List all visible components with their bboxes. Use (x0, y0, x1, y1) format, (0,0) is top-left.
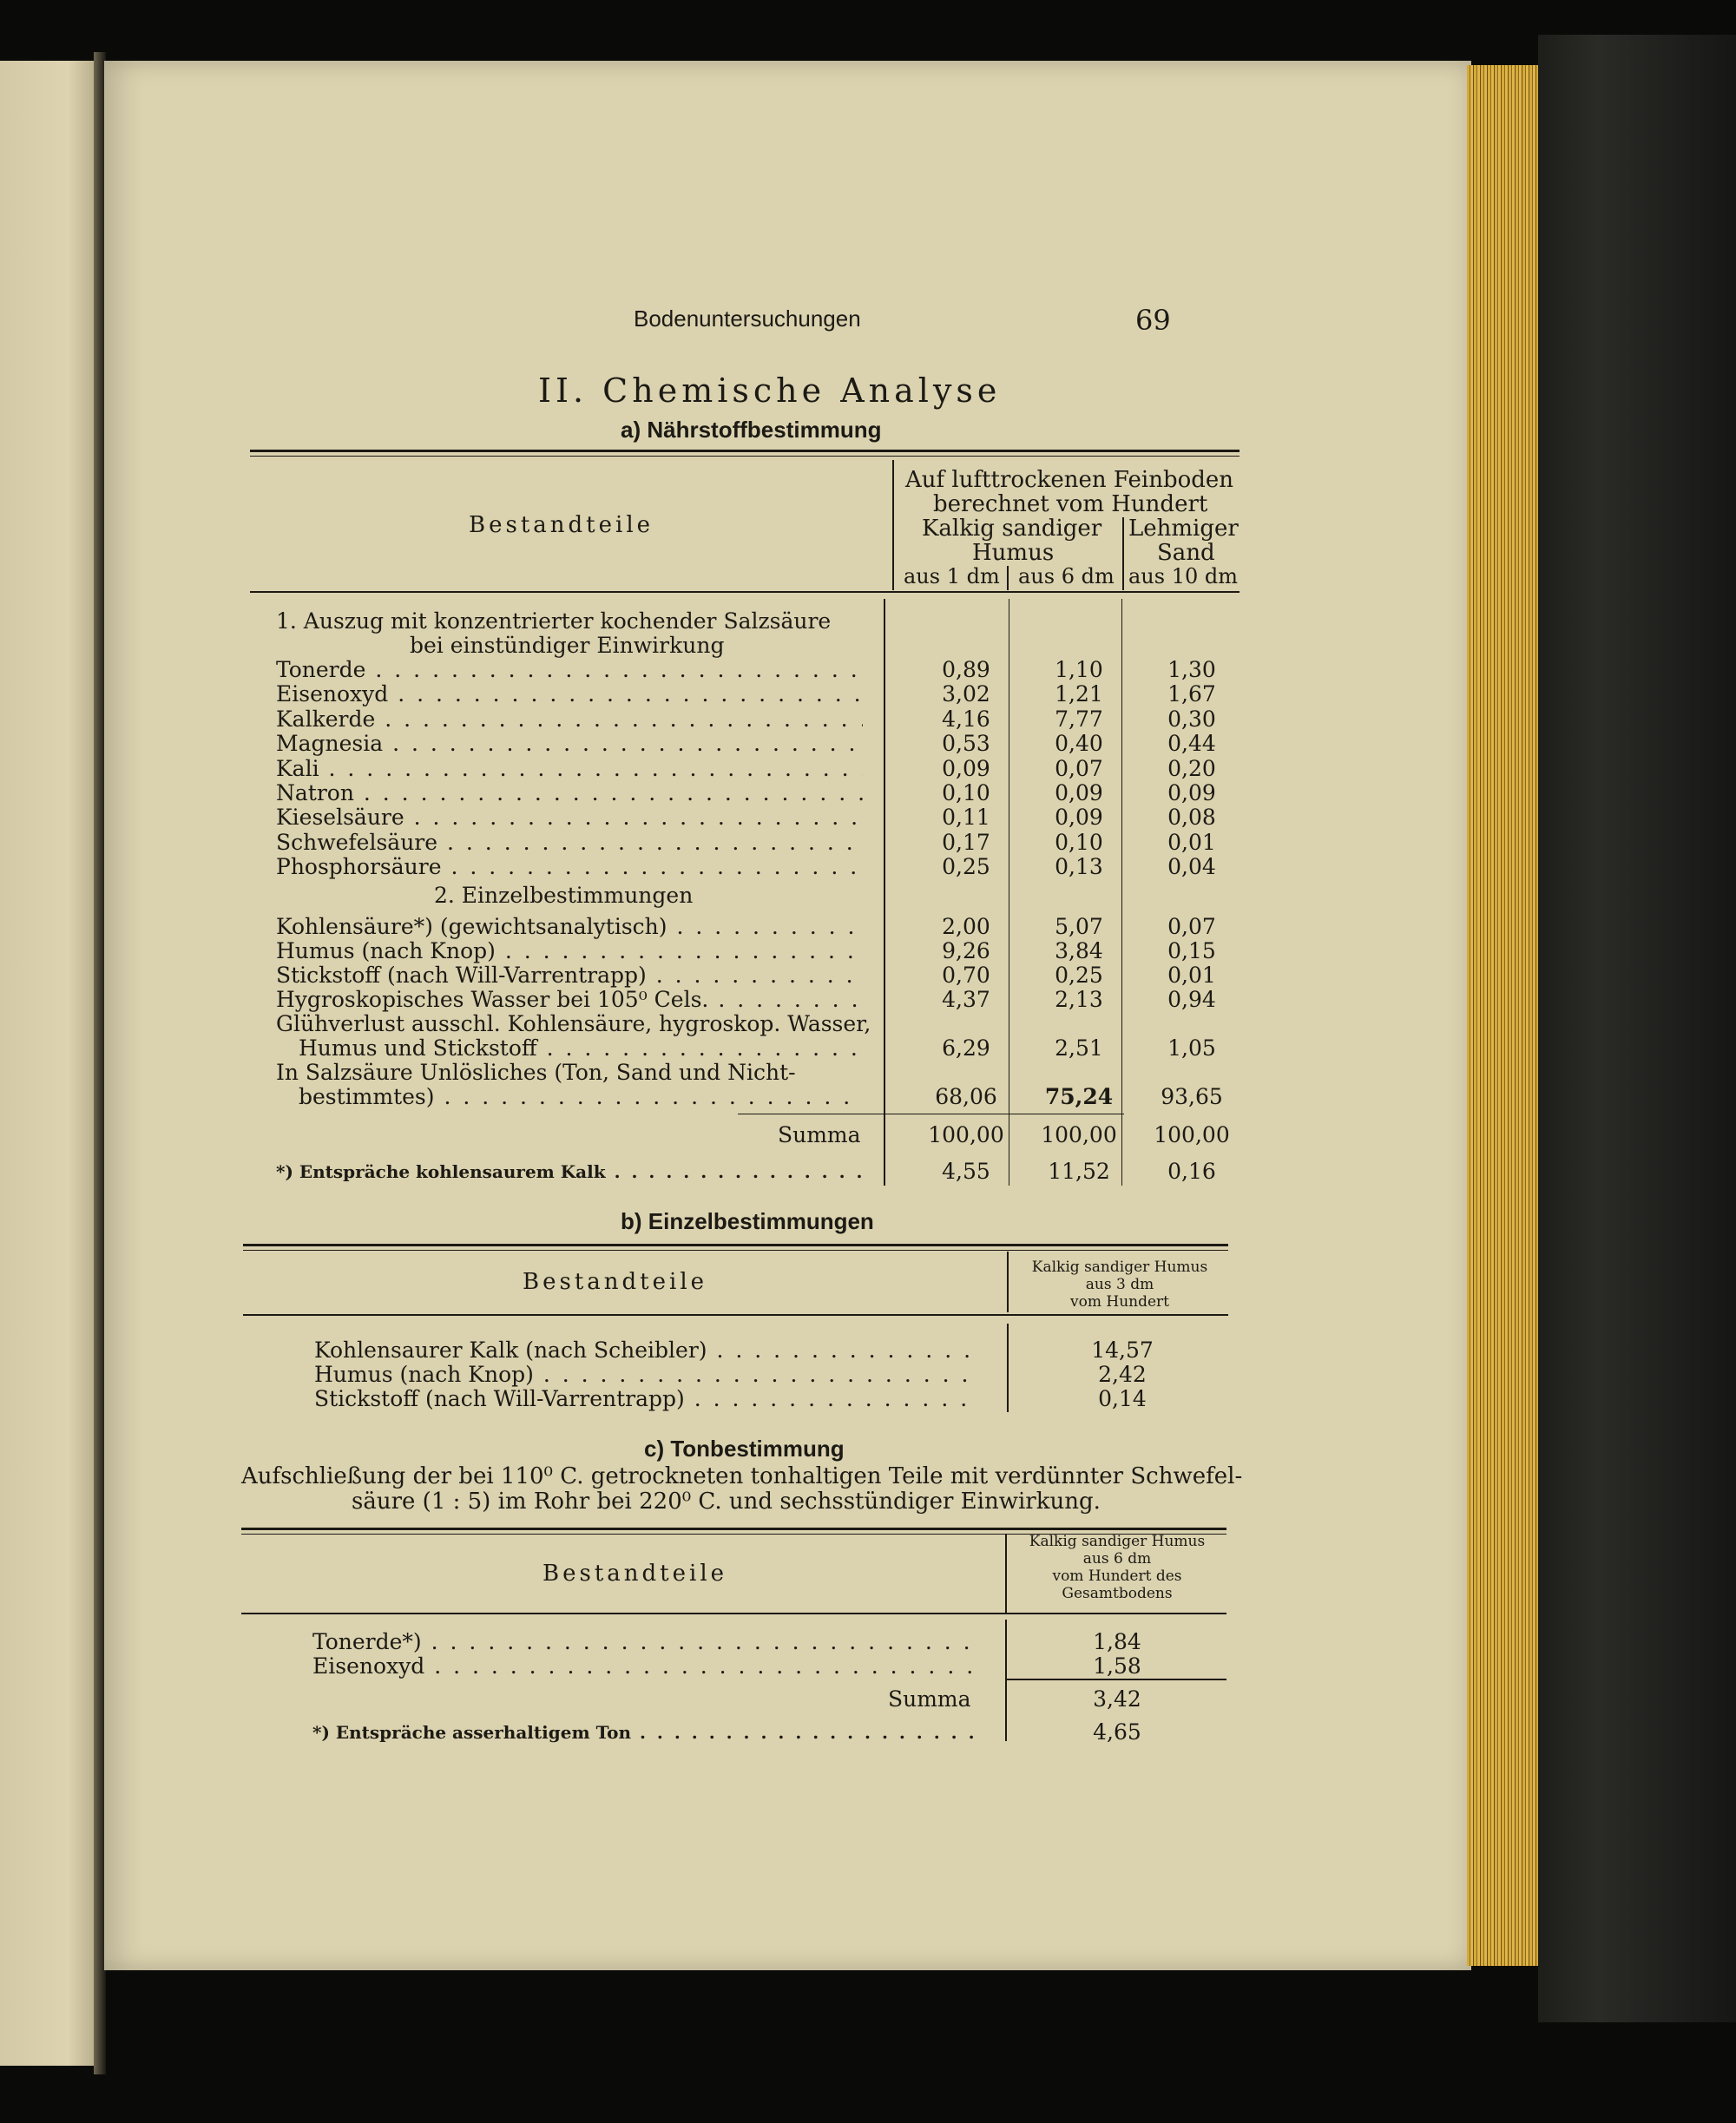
table-c-col-header (1009, 1533, 1226, 1602)
footnote-v1: 4,55 (942, 1159, 990, 1184)
row-value: 1,30 (1167, 657, 1216, 682)
row-value: 0,09 (1167, 780, 1216, 805)
row-value: 0,07 (1167, 914, 1216, 939)
table-b-col-header (1011, 1259, 1228, 1311)
col-rule (1007, 1324, 1009, 1412)
section-title: II. Chemische Analyse (538, 371, 1002, 410)
page-number: 69 (1135, 304, 1171, 337)
book-cover (1538, 35, 1736, 2022)
row-label: Stickstoff (nach Will-Varrentrapp) . . . (314, 1387, 974, 1411)
table-b-col-line1: Kalkig sandiger Humus (1031, 1259, 1208, 1276)
table-a-top-rule-thin (250, 456, 1240, 457)
table-b-header-rule (243, 1314, 1228, 1316)
page-edges (1467, 65, 1538, 1966)
row-value: 0,01 (1167, 963, 1216, 988)
gluh-line2: Humus und Stickstoff . . . (299, 1036, 863, 1061)
table-c-summa-label: Summa (888, 1686, 971, 1712)
col-rule (1005, 1535, 1007, 1613)
row-value: 14,57 (1091, 1338, 1154, 1363)
row-label: Magnesia . . . (276, 732, 863, 756)
row-value: 0,94 (1167, 987, 1216, 1012)
group2-line1: Lehmiger (1128, 516, 1239, 542)
unl-v3: 93,65 (1161, 1084, 1223, 1109)
table-b-top-rule-thin (243, 1250, 1228, 1251)
facing-page-edge (0, 61, 97, 2066)
table-c-title: c) Tonbestimmung (644, 1436, 845, 1462)
col-rule (892, 460, 894, 590)
sub-col-3: aus 10 dm (1128, 564, 1238, 588)
row-value: 0,14 (1098, 1386, 1147, 1411)
row-label: Kieselsäure . . . (276, 805, 863, 830)
row-value: 2,42 (1098, 1362, 1147, 1387)
table-c-col-line2: aus 6 dm (1082, 1550, 1152, 1568)
row-value: 0,25 (942, 854, 990, 880)
row-label: Humus (nach Knop) . . . (314, 1363, 974, 1387)
group1-line1: Kalkig sandiger (922, 516, 1102, 542)
sub-col-1: aus 1 dm (904, 564, 1000, 588)
gluh-v3: 1,05 (1167, 1035, 1216, 1061)
sub-col-2: aus 6 dm (1018, 564, 1115, 588)
row-value: 1,58 (1093, 1653, 1141, 1679)
running-header-title: Bodenuntersuchungen (634, 306, 861, 332)
row-label: Eisenoxyd . . . (276, 682, 863, 707)
header-line2: berechnet vom Hundert (933, 491, 1208, 517)
row-value: 0,11 (942, 805, 990, 831)
unl-v1: 68,06 (935, 1084, 997, 1109)
table-c-col-line1: Kalkig sandiger Humus (1029, 1533, 1206, 1550)
table-c-col-line4: Gesamtbodens (1062, 1585, 1173, 1602)
row-value: 0,09 (1055, 780, 1103, 805)
row-value: 0,40 (1055, 731, 1103, 757)
row-value: 3,84 (1055, 938, 1103, 963)
row-value: 0,89 (942, 657, 990, 682)
table-c-footnote-value: 4,65 (1093, 1719, 1141, 1745)
table-c-summa-value: 3,42 (1093, 1686, 1141, 1712)
row-value: 0,13 (1055, 854, 1103, 880)
row-value: 5,07 (1055, 914, 1103, 939)
row-label: Kohlensaurer Kalk (nach Scheibler) . . . (314, 1338, 974, 1363)
table-c-intro-line2: säure (1 : 5) im Rohr bei 220⁰ C. und sechsstündiger Einwirkung. (352, 1489, 1101, 1515)
table-c-summa-rule (1005, 1679, 1226, 1680)
row-value: 7,77 (1055, 706, 1103, 732)
table-b-col-line3: vom Hundert (1070, 1293, 1169, 1311)
row-value: 3,02 (942, 681, 990, 707)
row-value: 1,21 (1055, 681, 1103, 707)
table-c-intro-line1: Aufschließung der bei 110⁰ C. getrockneten tonhaltigen Teile mit verdünnter Schwefel- (241, 1463, 1243, 1489)
row-label: Kohlensäure*) (gewichtsanalytisch) . . . (276, 915, 863, 939)
row-label: Schwefelsäure . . . (276, 831, 863, 855)
row-value: 0,15 (1167, 938, 1216, 963)
row-value: 9,26 (942, 938, 990, 963)
table-c-header-rule (241, 1613, 1226, 1614)
row-value: 0,09 (942, 755, 990, 781)
table-b-top-rule (243, 1244, 1228, 1246)
table-b-col-line2: aus 3 dm (1085, 1276, 1154, 1293)
row-label: Tonerde . . . (276, 658, 863, 682)
gluh-line1: Glühverlust ausschl. Kohlensäure, hygroskop. Wasser, (276, 1011, 871, 1036)
gluh-v1: 6,29 (942, 1035, 990, 1061)
summa-v1: 100,00 (928, 1122, 1004, 1147)
row-value: 2,00 (942, 914, 990, 939)
row-value: 0,04 (1167, 854, 1216, 880)
footnote-v3: 0,16 (1167, 1159, 1216, 1184)
row-label: Humus (nach Knop) . . . (276, 939, 863, 963)
summa-v2: 100,00 (1041, 1122, 1117, 1147)
row-value: 0,30 (1167, 706, 1216, 732)
table-b-title: b) Einzelbestimmungen (621, 1208, 874, 1234)
row-value: 1,67 (1167, 681, 1216, 707)
col-rule (1007, 1252, 1009, 1312)
table-a-header-rule (250, 591, 1240, 593)
row-value: 0,20 (1167, 755, 1216, 781)
row-value: 1,10 (1055, 657, 1103, 682)
table-a-top-rule (250, 450, 1240, 452)
row-label: Eisenoxyd . . . (312, 1654, 976, 1679)
row-value: 0,10 (1055, 829, 1103, 855)
bestandteile-header: Bestandteile (469, 512, 654, 538)
group1-line2: Humus (972, 540, 1055, 566)
summa-v3: 100,00 (1154, 1122, 1230, 1147)
row-value: 0,53 (942, 731, 990, 757)
row-label: Stickstoff (nach Will-Varrentrapp) . . . (276, 963, 863, 988)
col-rule (1005, 1620, 1007, 1741)
row-value: 0,17 (942, 829, 990, 855)
col-rule (1007, 566, 1009, 590)
table-c-top-rule (241, 1528, 1226, 1530)
row-label: Tonerde*) . . . (312, 1630, 976, 1654)
row-label: Natron . . . (276, 781, 863, 805)
row-value: 0,70 (942, 963, 990, 988)
col-rule (1122, 517, 1124, 590)
table-c-col-line3: vom Hundert des (1052, 1568, 1182, 1585)
summa-label: Summa (778, 1122, 861, 1147)
table-a-title: a) Nährstoffbestimmung (621, 417, 882, 443)
row-label: Kalkerde . . . (276, 707, 863, 732)
row-value: 0,08 (1167, 805, 1216, 831)
row-value: 0,10 (942, 780, 990, 805)
row-label: Kali . . . (276, 757, 863, 781)
footnote-label: *) Entspräche kohlensaurem Kalk . . . (276, 1160, 863, 1184)
gluh-v2: 2,51 (1055, 1035, 1103, 1061)
table-b-bestandteile: Bestandteile (523, 1269, 708, 1295)
row-value: 0,09 (1055, 805, 1103, 831)
section2-title: 2. Einzelbestimmungen (434, 883, 694, 908)
col-rule (884, 599, 885, 1186)
unl-v2: 75,24 (1044, 1084, 1114, 1109)
group2-line2: Sand (1157, 540, 1215, 566)
footnote-v2: 11,52 (1048, 1159, 1110, 1184)
unl-line1: In Salzsäure Unlösliches (Ton, Sand und Nicht- (276, 1060, 796, 1085)
row-value: 0,07 (1055, 755, 1103, 781)
header-line1: Auf lufttrockenen Feinboden (905, 467, 1234, 493)
table-c-footnote-label: *) Entspräche asserhaltigem Ton . . . (312, 1720, 976, 1745)
row-value: 0,44 (1167, 731, 1216, 757)
row-value: 2,13 (1055, 987, 1103, 1012)
section1-line1: 1. Auszug mit konzentrierter kochender Salzsäure (276, 608, 832, 634)
table-c-bestandteile: Bestandteile (542, 1561, 728, 1587)
row-label: Hygroskopisches Wasser bei 105⁰ Cels. . . . (276, 988, 863, 1012)
section1-line2: bei einstündiger Einwirkung (410, 633, 725, 658)
row-value: 4,16 (942, 706, 990, 732)
row-label: Phosphorsäure . . . (276, 855, 863, 879)
row-value: 0,25 (1055, 963, 1103, 988)
row-value: 1,84 (1093, 1629, 1141, 1654)
unl-line2: bestimmtes) . . . (299, 1085, 863, 1109)
row-value: 0,01 (1167, 829, 1216, 855)
row-value: 4,37 (942, 987, 990, 1012)
